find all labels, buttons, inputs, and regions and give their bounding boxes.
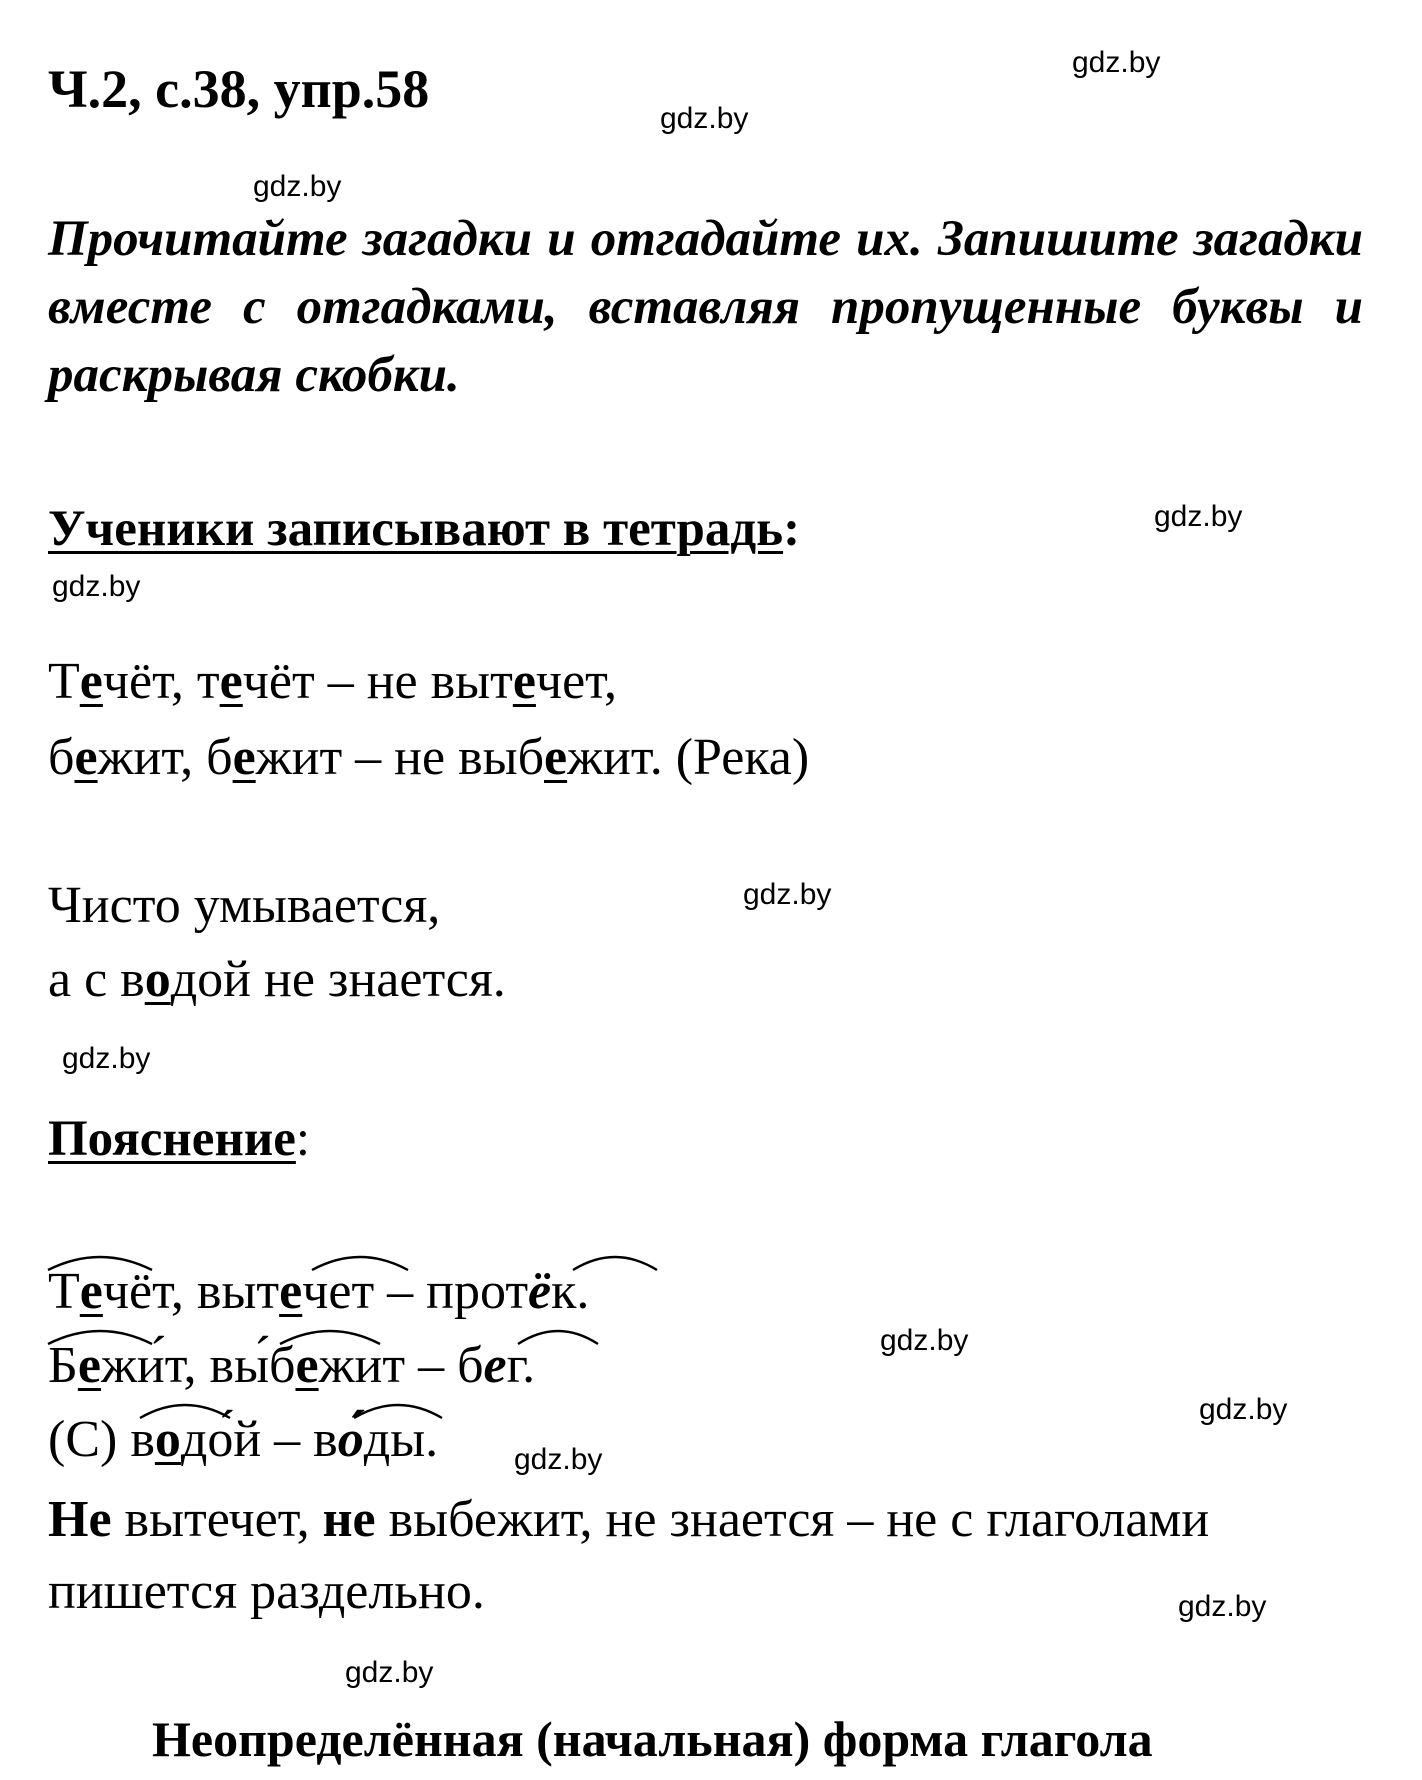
text-fragment: й – в — [233, 1411, 338, 1468]
watermark: gdz.by — [1072, 46, 1161, 79]
explanation-line1 — [48, 1262, 589, 1321]
watermark: gdz.by — [52, 570, 141, 603]
explanation-line3 — [48, 1410, 438, 1469]
inserted-letter: е — [74, 729, 98, 786]
inserted-letter: е — [79, 1263, 103, 1320]
inserted-letter: е — [512, 653, 536, 710]
stressed-letter: ы́ — [234, 1337, 270, 1394]
inserted-letter: о — [154, 1411, 181, 1468]
students-write-label — [48, 500, 800, 558]
page-heading: Ч.2, с.38, упр.58 — [48, 59, 430, 119]
particle-ne: не — [322, 1491, 376, 1548]
text-fragment: выбежит, не знается – не с глаголами — [375, 1491, 1210, 1548]
inserted-letter: о — [144, 951, 171, 1008]
inserted-letter: е — [232, 729, 256, 786]
task-instruction: Прочитайте загадки и отгадайте их. Запишите загадки вместе с отгадками, вставляя пропущенные буквы и раскрывая скобки. — [48, 211, 1363, 403]
text-fragment: чет, — [535, 653, 617, 710]
text-fragment: ды. — [363, 1411, 439, 1468]
watermark: gdz.by — [1154, 500, 1243, 533]
particle-ne: Не — [48, 1491, 112, 1548]
stressed-letter: и́ — [136, 1337, 165, 1394]
text-fragment: Т — [48, 1263, 80, 1320]
watermark: gdz.by — [660, 102, 749, 135]
text-fragment: жит. (Река) — [567, 729, 810, 786]
riddle2-line1: Чисто умывается, — [48, 877, 441, 934]
text-fragment: ж — [100, 1337, 137, 1394]
text-fragment: к. — [551, 1263, 590, 1320]
watermark: gdz.by — [880, 1324, 969, 1357]
explanation-text: Пояснение — [48, 1111, 296, 1167]
colon: : — [783, 501, 801, 557]
text-fragment: д — [180, 1411, 208, 1468]
text-fragment: чёт – не выт — [242, 653, 513, 710]
check-letter: ё — [528, 1263, 552, 1320]
text-fragment: г. — [506, 1337, 536, 1394]
text-fragment: Т — [48, 653, 80, 710]
inserted-letter: е — [79, 653, 103, 710]
text-fragment: жит, б — [97, 729, 233, 786]
check-letter: о́ — [337, 1411, 364, 1468]
text-fragment: а с в — [48, 951, 145, 1008]
explanation-label — [48, 1110, 310, 1168]
stressed-letter: о́ — [207, 1411, 234, 1468]
text-fragment: т, в — [164, 1337, 235, 1394]
text-fragment: чёт, т — [102, 653, 220, 710]
watermark: gdz.by — [743, 878, 832, 911]
riddle1-line1 — [48, 652, 617, 711]
explanation-line5: пишется раздельно. — [48, 1563, 485, 1620]
text-fragment: Б — [48, 1337, 78, 1394]
watermark: gdz.by — [62, 1042, 151, 1075]
watermark: gdz.by — [345, 1656, 434, 1689]
riddle1-line2 — [48, 728, 809, 787]
explanation-line4 — [48, 1490, 1209, 1549]
students-write-text: Ученики записывают в тетрадь — [48, 501, 784, 557]
riddle2-line2 — [48, 950, 506, 1009]
watermark: gdz.by — [514, 1443, 603, 1476]
inserted-letter: е — [544, 729, 568, 786]
check-letter: е — [483, 1337, 507, 1394]
text-fragment: чёт, выт — [102, 1263, 280, 1320]
text-fragment: жит – б — [318, 1337, 484, 1394]
text-fragment: жит – не выб — [255, 729, 545, 786]
explanation-line2 — [48, 1336, 535, 1395]
inserted-letter: е — [295, 1337, 319, 1394]
text-fragment: б — [269, 1337, 296, 1394]
text-fragment: вытечет, — [111, 1491, 323, 1548]
watermark: gdz.by — [253, 170, 342, 203]
colon: : — [295, 1111, 311, 1167]
inserted-letter: е — [279, 1263, 303, 1320]
inserted-letter: е — [77, 1337, 101, 1394]
inserted-letter: е — [219, 653, 243, 710]
text-fragment: чет – прот — [302, 1263, 529, 1320]
text-fragment: б — [48, 729, 75, 786]
watermark: gdz.by — [1199, 1393, 1288, 1426]
text-fragment: дой не знается. — [170, 951, 506, 1008]
text-fragment: (С) в — [48, 1411, 155, 1468]
bottom-title: Неопределённая (начальная) форма глагола — [152, 1711, 1153, 1767]
watermark: gdz.by — [1178, 1590, 1267, 1623]
